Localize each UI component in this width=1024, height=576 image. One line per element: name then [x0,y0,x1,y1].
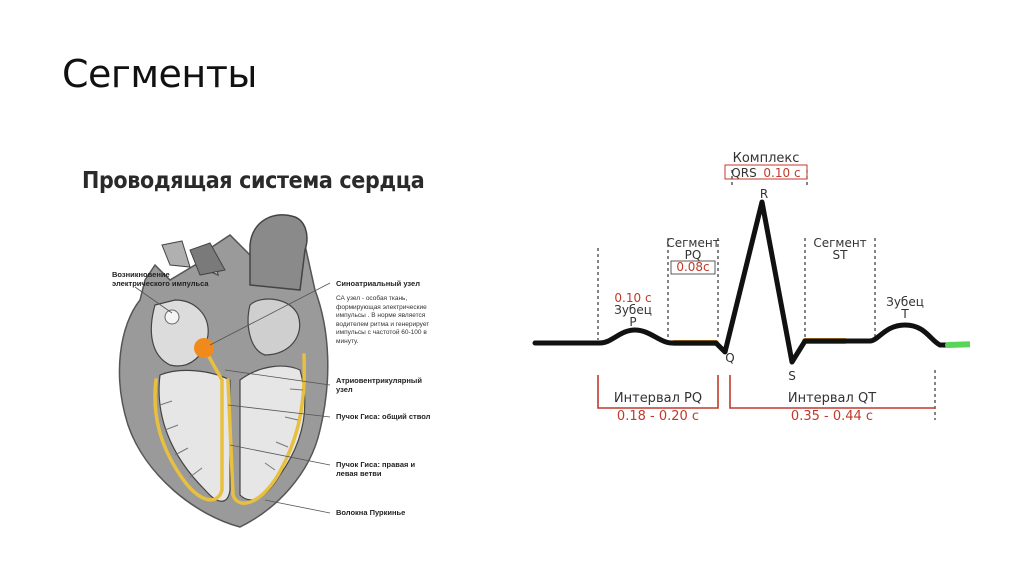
label-sa-description: СА узел - особая ткань, формирующая электрические импульсы . В норме является водителем ритма и генерирует импульсы с частотой 60-100 в минуту. [336,295,430,345]
impulse-marker [165,310,179,324]
qrs-value: 0.10 с [763,166,801,180]
label-sa-node: Синоатриальный узел [336,279,420,288]
seg-st-line2: ST [832,248,848,262]
label-purkinje: Волокна Пуркинье [336,508,406,517]
q-label: Q [725,351,735,365]
ecg-waveform [535,202,948,362]
seg-pq-line2: PQ [684,248,702,262]
qt-interval-label: Интервал QT [787,391,877,406]
ecg-diagram [500,140,970,440]
r-label: R [759,187,769,201]
slide-title: Сегменты [62,52,257,96]
pq-interval-value: 0.18 - 0.20 с [616,409,700,424]
vena-cava [162,241,190,267]
qrs-name: QRS [731,166,757,180]
t-line1: Зубец [886,295,924,309]
pq-interval-label: Интервал PQ [613,391,703,406]
label-impulse-origin: Возникновение электрического импульса [112,270,209,288]
label-av-node: Атриовентрикулярный узел [336,376,422,394]
qt-interval-value: 0.35 - 0.44 с [790,409,874,424]
aorta [250,215,307,290]
heart-diagram-title: Проводящая система сердца [82,168,425,194]
heart-illustration [100,205,460,535]
p-value: 0.10 с [614,291,652,305]
p-line1: Зубец [614,303,652,317]
label-his-common: Пучок Гиса: общий ствол [336,412,431,421]
seg-st-line1: Сегмент [813,236,867,250]
qrs-title: Комплекс [732,151,800,166]
sa-node [194,338,214,358]
label-his-branches: Пучок Гиса: правая и левая ветви [336,460,416,478]
seg-pq-line1: Сегмент [666,236,720,250]
t-line2: T [901,307,909,321]
p-line2: P [629,315,637,329]
s-label: S [788,369,796,383]
seg-pq-value: 0.08с [676,260,710,274]
ecg-tail [948,343,970,345]
